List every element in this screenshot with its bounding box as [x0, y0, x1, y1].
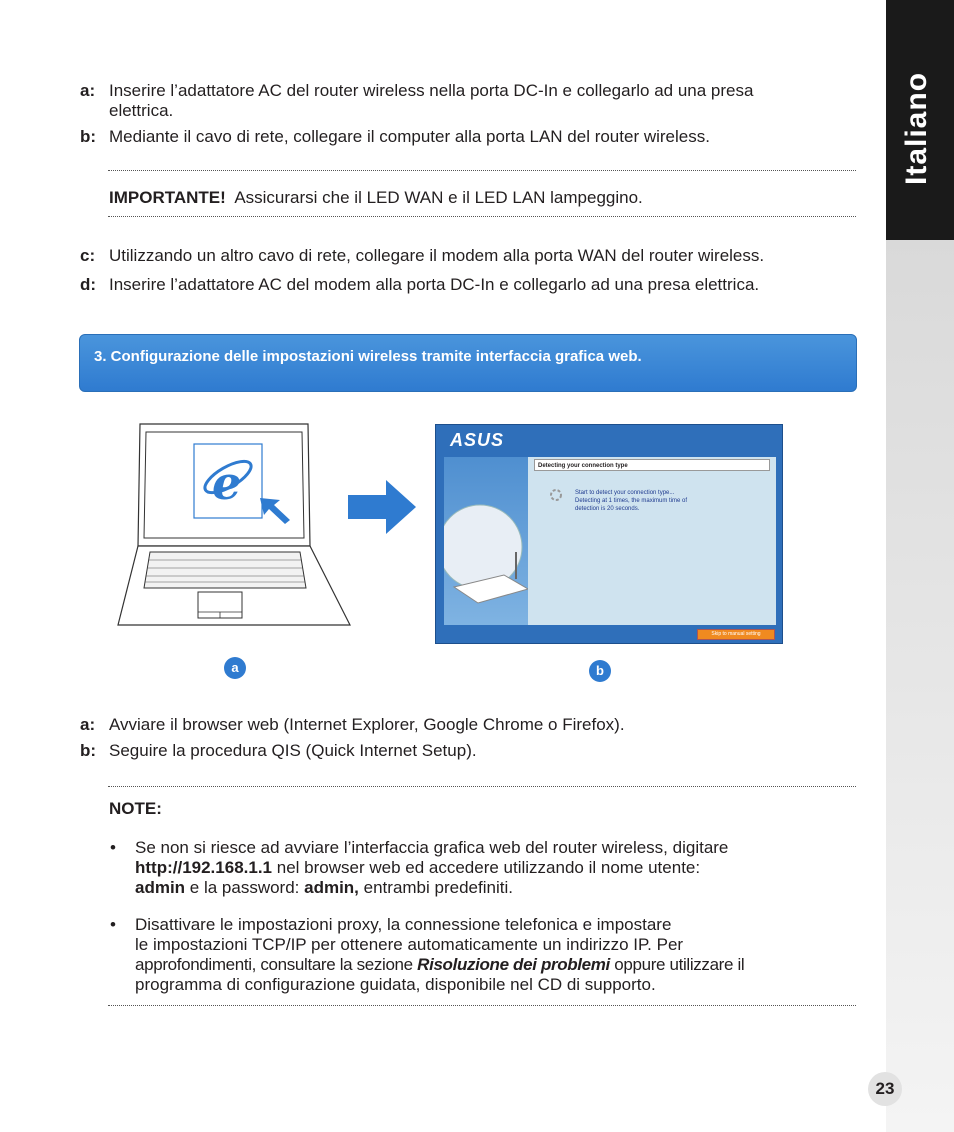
globe-router-graphic: [444, 457, 528, 625]
router-url: http://192.168.1.1: [135, 858, 273, 877]
password: admin,: [304, 878, 359, 897]
step-text-c: Utilizzando un altro cavo di rete, collegare il modem alla porta WAN del router wireless.: [109, 246, 765, 265]
section-banner-title: 3. Configurazione delle impostazioni wireless tramite interfaccia grafica web.: [94, 348, 642, 365]
note-item-1-line1: Se non si riesce ad avviare l’interfaccia grafica web del router wireless, digitare: [135, 838, 729, 857]
asus-content-panel: [528, 457, 776, 625]
step-text-a2: Avviare il browser web (Internet Explorer, Google Chrome o Firefox).: [109, 715, 625, 734]
figure-label-a: a: [224, 657, 246, 679]
step-label-a2: a:: [80, 715, 96, 734]
page-number: 23: [868, 1072, 902, 1106]
step-text-a: [109, 81, 859, 121]
note-text: e la password:: [185, 878, 305, 897]
note-text: oppure utilizzare il: [609, 955, 745, 974]
note-text: approfondimenti, consultare la sezione: [135, 955, 418, 974]
step-label-b2: b:: [80, 741, 97, 760]
step-text-b: Mediante il cavo di rete, collegare il computer alla porta LAN del router wireless.: [109, 127, 710, 146]
important-note: [109, 188, 643, 208]
language-title: Italiano: [900, 71, 933, 185]
note-item-1: [135, 838, 865, 898]
username: admin: [135, 878, 186, 897]
asus-msg-line: detection is 20 seconds.: [575, 506, 640, 512]
section-banner: [79, 334, 857, 392]
note-item-2-line1: Disattivare le impostazioni proxy, la connessione telefonica e impostare: [135, 915, 672, 934]
asus-logo: ASUS: [450, 430, 505, 450]
bullet-marker: •: [110, 915, 116, 934]
note-heading: NOTE:: [109, 799, 162, 818]
step-text-d: Inserire l’adattatore AC del modem alla porta DC-In e collegarlo ad una presa elettrica.: [109, 275, 760, 294]
step-label-b: b:: [80, 127, 97, 146]
asus-content-header: Detecting your connection type: [534, 459, 770, 471]
note-item-1-line2: [135, 858, 865, 878]
asus-msg-line: Start to detect your connection type...: [575, 490, 675, 496]
divider: [108, 1005, 856, 1006]
note-item-2-line4: programma di configurazione guidata, disponibile nel CD di supporto.: [135, 975, 656, 994]
asus-qis-window: [435, 424, 783, 644]
divider: [108, 786, 856, 787]
asus-side-panel: [444, 457, 528, 625]
note-text: entrambi predefiniti.: [358, 878, 513, 897]
step-label-c: c:: [80, 246, 96, 265]
skip-manual-setting-button[interactable]: Skip to manual setting: [697, 629, 775, 640]
step-text-b2: Seguire la procedura QIS (Quick Internet Setup).: [109, 741, 477, 760]
step-text-a-line2: elettrica.: [109, 101, 174, 120]
step-label-d: d:: [80, 275, 97, 294]
bullet-marker: •: [110, 838, 116, 857]
note-item-1-line3: [135, 878, 865, 898]
note-text: nel browser web ed accedere utilizzando il nome utente:: [272, 858, 701, 877]
divider: [108, 170, 856, 171]
troubleshooting-reference: Risoluzione dei problemi: [417, 955, 610, 974]
browser-icon: [198, 447, 258, 519]
browser-letter: e: [212, 456, 242, 510]
note-item-2-line2: le impostazioni TCP/IP per ottenere automaticamente un indirizzo IP. Per: [135, 935, 684, 954]
arrow-right-icon: [346, 478, 418, 536]
asus-msg-line: Detecting at 1 times, the maximum time of: [575, 498, 688, 504]
important-text: Assicurarsi che il LED WAN e il LED LAN lampeggino.: [234, 188, 643, 207]
step-label-a: a:: [80, 81, 96, 100]
cursor-arrow-icon: [258, 496, 292, 526]
note-item-2: [135, 915, 865, 995]
figure-label-b: b: [589, 660, 611, 682]
divider: [108, 216, 856, 217]
spinner-icon: [548, 487, 564, 503]
step-text-a-line1: Inserire l’adattatore AC del router wireless nella porta DC-In e collegarlo ad una presa: [109, 81, 754, 100]
important-label: IMPORTANTE!: [109, 188, 226, 207]
asus-status-message: [575, 489, 687, 513]
note-item-2-line3: [135, 955, 865, 975]
